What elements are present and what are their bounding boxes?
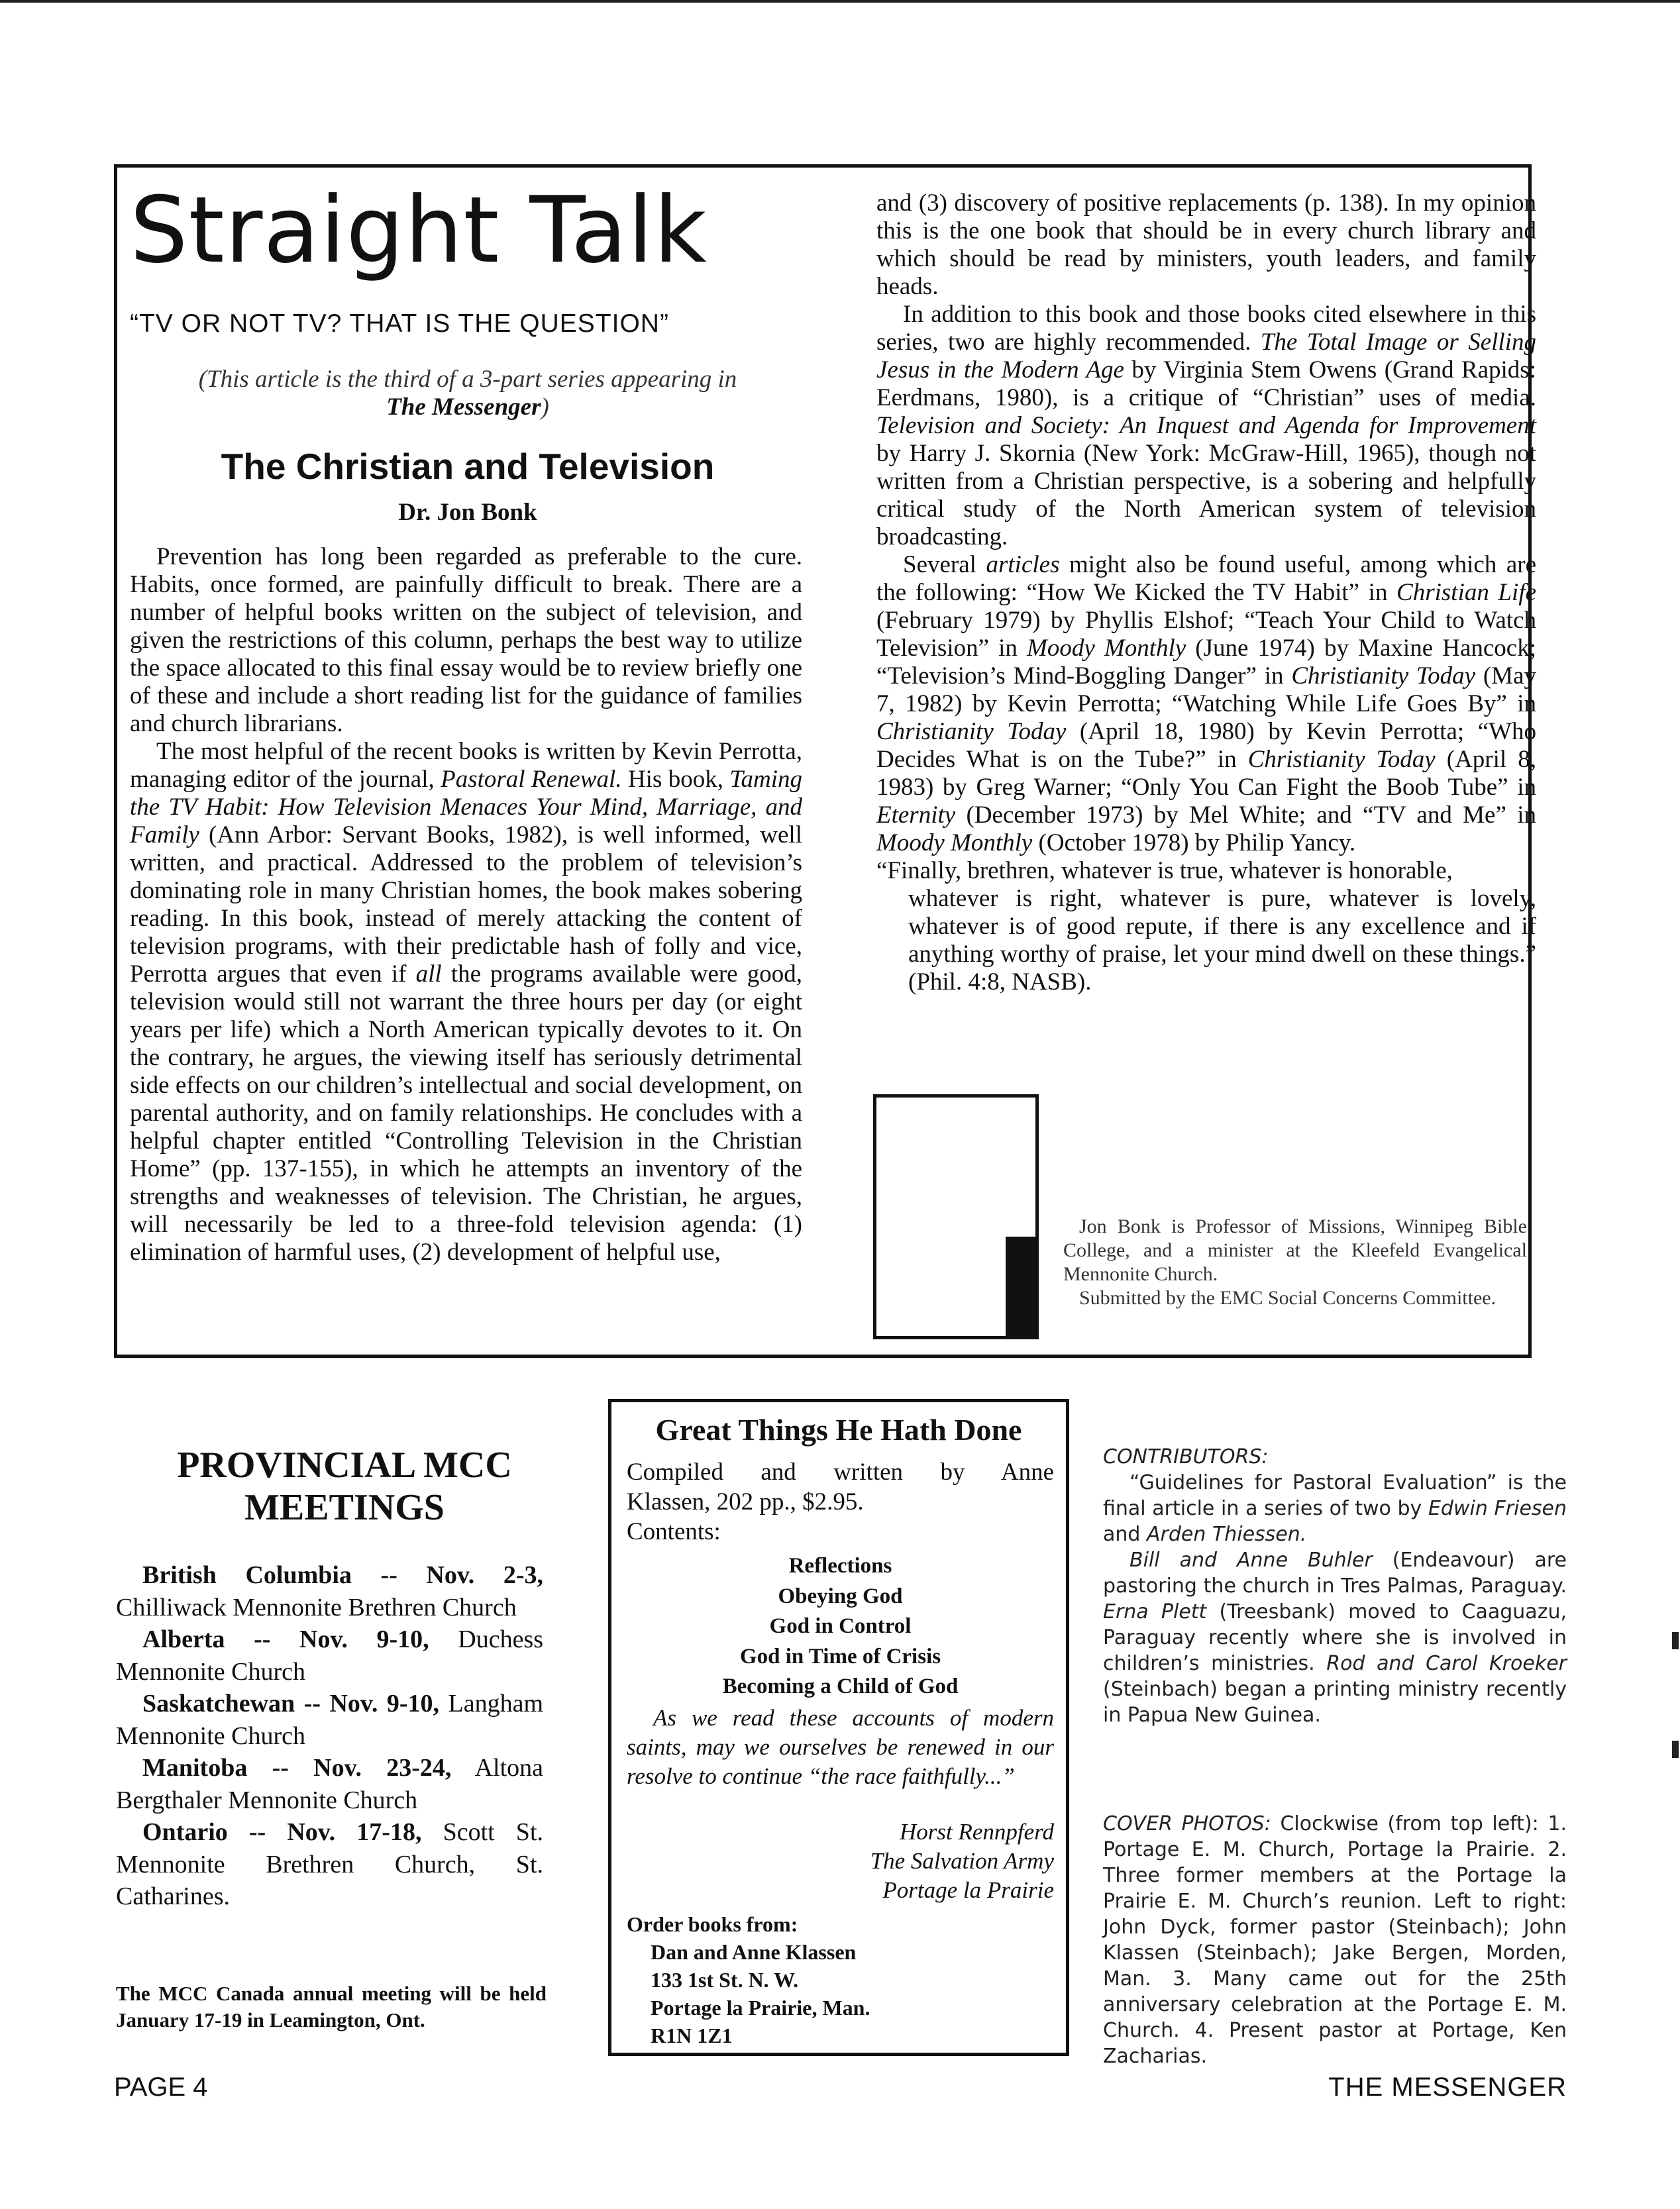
address-line: 133 1st St. N. W. — [651, 1968, 799, 1992]
meeting-place: Altona Bergthaler Mennonite Church — [116, 1754, 543, 1814]
mcc-annual-note: The MCC Canada annual meeting will be held January 17-19 in Leamington, Ont. — [116, 1982, 547, 2031]
cover-heading: COVER PHOTOS: — [1103, 1812, 1271, 1835]
book-endorsement — [627, 1704, 1054, 1791]
address-line: Dan and Anne Klassen — [651, 1940, 857, 1964]
text-run: (April 18, 1980) by Kevin Perrotta; “Who Decides What is on the Tube?” in — [876, 718, 1537, 773]
mcc-meeting — [116, 1688, 543, 1752]
contents-label: Contents: — [627, 1518, 721, 1545]
meeting-place: Duchess Mennonite Church — [116, 1625, 544, 1686]
contents-item: Obeying God — [778, 1584, 903, 1608]
magazine-title: Moody Monthly — [876, 829, 1033, 856]
contributor-name: Erna Plett — [1103, 1600, 1207, 1623]
book-title: The Total Image or Selling Jesus in the Modern Age — [876, 329, 1536, 384]
author-photo — [873, 1094, 1039, 1339]
order-label: Order books from: — [627, 1912, 798, 1936]
column-question: “TV OR NOT TV? THAT IS THE QUESTION” — [130, 309, 669, 338]
article-byline: Dr. Jon Bonk — [398, 499, 537, 526]
signer-org: The Salvation Army — [870, 1848, 1054, 1874]
article-headline: The Christian and Television — [221, 446, 715, 487]
signer-place: Portage la Prairie — [882, 1877, 1054, 1903]
emphasis: all — [415, 960, 442, 988]
address-line: Portage la Prairie, Man. — [651, 1996, 870, 2020]
book-desc-line: Compiled and written by Anne — [627, 1459, 1054, 1486]
edge-mark — [1672, 1741, 1679, 1758]
text-run: (Steinbach) began a printing ministry recently in Papua New Guinea. — [1103, 1678, 1567, 1727]
scripture-rest: whatever is right, whatever is pure, whatever is lovely, whatever is of good repute, if there is any excellence and if anything worthy of praise, let your mind dwell on these things.” (Phil. 4:8, NASB). — [908, 885, 1536, 996]
mcc-meeting-list — [116, 1559, 543, 1913]
submitted-note: Submitted by the EMC Social Concerns Committee. — [1079, 1287, 1496, 1309]
book-title: Great Things He Hath Done — [655, 1413, 1022, 1447]
article-column-2 — [876, 189, 1536, 996]
magazine-title: Christianity Today — [1291, 662, 1476, 690]
text-run: (Ann Arbor: Servant Books, 1982), is well informed, well written, and practical. Addressed to the problem of television’s dominating role in many Christian homes, the book makes sobering reading. In this book, instead of merely attacking the content of television programs, with their predictable hash of folly and vice, Perrotta argues that even if — [130, 821, 802, 988]
article-paragraph — [876, 301, 1536, 551]
series-note — [130, 366, 806, 421]
publication-name: THE MESSENGER — [1328, 2073, 1567, 2102]
magazine-title: Eternity — [876, 801, 956, 829]
mcc-meeting — [116, 1816, 543, 1913]
article-paragraph: and (3) discovery of positive replacements (p. 138). In my opinion this is the one book that should be in every church library and which should be read by ministers, youth leaders, and family heads. — [876, 189, 1536, 300]
book-title: Taming the TV Habit: How Television Menaces Your Mind, Marriage, and Family — [130, 766, 802, 848]
endorsement-text: As we read these accounts of modern saints, may we ourselves be renewed in our resolve to continue “the race faithfully...” — [627, 1705, 1054, 1789]
meeting-date: -- Nov. 2-3, — [380, 1561, 544, 1589]
contributors-heading — [1103, 1444, 1567, 1470]
scripture-quote — [876, 857, 1536, 996]
contents-item: Reflections — [788, 1554, 892, 1578]
book-title: Television and Society: An Inquest and Agenda for Improvement — [876, 412, 1536, 439]
article-paragraph — [130, 738, 802, 1266]
contributor-name: Arden Thiessen. — [1146, 1523, 1307, 1546]
bio-text: Jon Bonk is Professor of Missions, Winnipeg Bible College, and a minister at the Kleefeld Evangelical Mennonite Church. — [1063, 1215, 1527, 1285]
text-run: (Treesbank) moved to Caaguazu, Paraguay recently where she is involved in children’s ministries. — [1103, 1600, 1567, 1675]
meeting-date: -- Nov. 23-24, — [272, 1754, 452, 1782]
contributors-paragraph — [1103, 1547, 1567, 1728]
text-run: (December 1973) by Mel White; and “TV and Me” in — [955, 801, 1536, 829]
book-desc-line: Klassen, 202 pp., $2.95. — [627, 1488, 864, 1515]
scripture-open: “Finally, brethren, whatever is true, whatever is honorable, — [876, 857, 1453, 884]
article-paragraph: Prevention has long been regarded as preferable to the cure. Habits, once formed, are painfully difficult to break. There are a number of helpful books written on the subject of television, and given the restrictions of this column, perhaps the best way to utilize the space allocated to this final essay would be to review briefly one of these and include a short reading list for the guidance of families and church librarians. — [130, 543, 802, 737]
endorsement-signer — [627, 1818, 1054, 1905]
cover-photos-section — [1103, 1811, 1567, 2069]
top-edge-line — [0, 0, 1680, 3]
emphasis: articles — [986, 551, 1060, 578]
meeting-date: -- Nov. 17-18, — [248, 1818, 422, 1846]
heading-text: CONTRIBUTORS: — [1103, 1445, 1269, 1468]
contributors-paragraph — [1103, 1470, 1567, 1547]
author-bio — [1063, 1215, 1527, 1310]
province: Ontario — [142, 1818, 228, 1846]
journal-title: Pastoral Renewal. — [441, 766, 622, 793]
meeting-date: -- Nov. 9-10, — [303, 1690, 439, 1718]
book-contents — [627, 1551, 1054, 1702]
series-note-text: (This article is the third of a 3-part series appearing in — [198, 366, 737, 393]
contributor-name: Rod and Carol Kroeker — [1326, 1652, 1567, 1675]
magazine-title: Moody Monthly — [1027, 635, 1186, 662]
province: Alberta — [142, 1625, 225, 1653]
signer-name: Horst Rennpferd — [900, 1819, 1054, 1845]
mcc-meeting — [116, 1752, 543, 1816]
mcc-title: PROVINCIAL MCC MEETINGS — [177, 1445, 512, 1528]
text-run: (June 1974) by Maxine Hancock; “Television’s Mind-Boggling Danger” in — [876, 635, 1536, 690]
contents-item: God in Time of Crisis — [739, 1644, 941, 1669]
text-run: Several — [903, 551, 986, 578]
photo-shadow — [1006, 1237, 1035, 1336]
text-run: (October 1978) by Philip Yancy. — [1032, 829, 1356, 856]
page-number: PAGE 4 — [114, 2073, 208, 2102]
text-run: and — [1103, 1523, 1147, 1546]
province: Manitoba — [142, 1754, 248, 1782]
text-run: (February 1979) by Phyllis Elshof; “Teach Your Child to Watch Television” in — [876, 607, 1536, 662]
magazine-title: Christianity Today — [876, 718, 1067, 745]
book-description — [627, 1457, 1054, 1547]
cover-caption: Clockwise (from top left): 1. Portage E. M. Church, Portage la Prairie. 2. Three former members at the Portage la Prairie E. M. Church’s reunion. Left to right: John Dyck, former pastor (Steinbach); John Klassen (Steinbach); Jake Bergen, Morden, Man. 3. Many came out for the 25th anniversary celebration at the Portage E. M. Church. 4. Present pastor at Portage, Ken Zacharias. — [1103, 1812, 1567, 2068]
text-run: (May 7, 1982) by Kevin Perrotta; “Watching While Life Goes By” in — [876, 662, 1537, 717]
text-run: the programs available were good, television would still not warrant the three hours per day (or eight years per life) which a North American typically devotes to it. On the contrary, he argues, the viewing itself has seriously detrimental side effects on our children’s intellectual and social development, on parental authority, and on family relationships. He concludes with a helpful chapter entitled “Controlling Television in the Christian Home” (pp. 137-155), in which he attempts an inventory of the strengths and weaknesses of television. The Christian, he argues, will necessarily be led to a three-fold television agenda: (1) elimination of harmful uses, (2) development of helpful use, — [130, 960, 802, 1266]
text-run: (April 8, 1983) by Greg Warner; “Only You Can Fight the Boob Tube” in — [876, 746, 1536, 801]
text-run: by Harry J. Skornia (New York: McGraw-Hill, 1965), though not written from a Christian perspective, is a sobering and helpfully critical study of the North American system of television broadcasting. — [876, 440, 1536, 550]
contents-item: God in Control — [769, 1614, 912, 1638]
meeting-place: Langham Mennonite Church — [116, 1690, 544, 1750]
meeting-date: -- Nov. 9-10, — [254, 1625, 429, 1653]
mcc-meeting — [116, 1623, 543, 1688]
edge-mark — [1672, 1632, 1679, 1649]
text-run: In addition to this book and those books cited elsewhere in this series, two are highly recommended. — [876, 301, 1536, 356]
text-run: by Virginia Stem Owens (Grand Rapids: Eerdmans, 1980), is a critique of “Christian” uses of media. — [876, 356, 1536, 411]
article-column-1 — [130, 543, 802, 1266]
order-info — [627, 1910, 1054, 2049]
column-title: Straight Talk — [130, 177, 708, 283]
article-paragraph — [876, 551, 1536, 857]
meeting-place: Scott St. Mennonite Brethren Church, St. Catharines. — [116, 1818, 543, 1910]
contents-item: Becoming a Child of God — [722, 1674, 959, 1698]
cover-photos-text — [1103, 1811, 1567, 2069]
text-run: His book, — [621, 766, 730, 793]
text-run: (Endeavour) are pastoring the church in Tres Palmas, Paraguay. — [1103, 1549, 1567, 1598]
contributors-section — [1103, 1444, 1567, 1728]
series-close: ) — [541, 393, 549, 421]
series-publication: The Messenger — [386, 393, 541, 421]
province: British Columbia — [142, 1561, 352, 1589]
contributor-name: Edwin Friesen — [1428, 1497, 1567, 1520]
province: Saskatchewan — [142, 1690, 295, 1718]
text-run: The most helpful of the recent books is written by Kevin Perrotta, managing editor of the journal, — [130, 738, 802, 793]
text-run: might also be found useful, among which are the following: “How We Kicked the TV Habit” in — [876, 551, 1536, 606]
text-run: “Guidelines for Pastoral Evaluation” is the final article in a series of two by — [1103, 1471, 1567, 1520]
meeting-place: Chilliwack Mennonite Brethren Church — [116, 1593, 517, 1621]
mcc-meeting — [116, 1559, 543, 1623]
magazine-title: Christianity Today — [1247, 746, 1436, 773]
magazine-title: Christian Life — [1396, 579, 1536, 606]
contributor-name: Bill and Anne Buhler — [1129, 1549, 1373, 1572]
address-line: R1N 1Z1 — [651, 2024, 733, 2047]
